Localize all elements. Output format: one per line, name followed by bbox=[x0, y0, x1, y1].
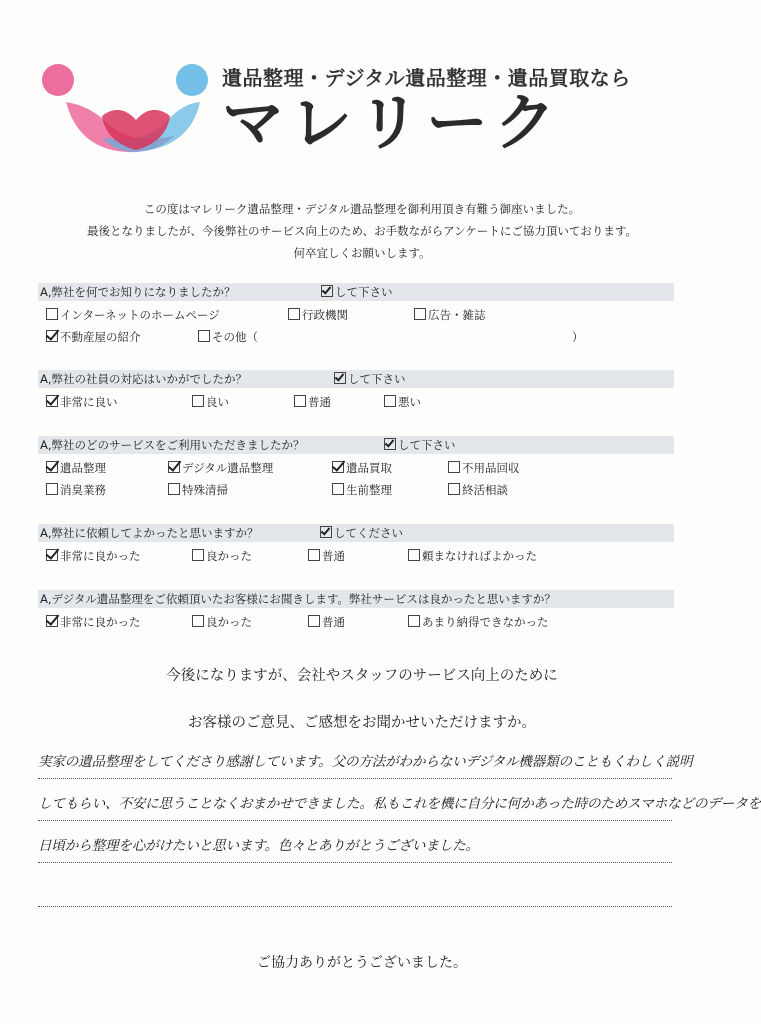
option-good[interactable]: 良かった bbox=[192, 611, 252, 633]
checkbox[interactable] bbox=[192, 615, 204, 627]
checkbox[interactable] bbox=[46, 308, 58, 320]
checkbox[interactable] bbox=[192, 549, 204, 561]
logo-blue-dot bbox=[176, 64, 208, 96]
checkbox-checked[interactable] bbox=[168, 461, 180, 473]
checkbox[interactable] bbox=[308, 549, 320, 561]
question-how-found bbox=[38, 283, 674, 348]
intro-text bbox=[0, 198, 724, 264]
option-real-estate[interactable]: 不動産屋の紹介 bbox=[46, 326, 141, 348]
question-services-used bbox=[38, 436, 674, 501]
option-good[interactable]: 良い bbox=[192, 391, 229, 413]
question-hint: して下さい bbox=[334, 370, 406, 388]
checkbox[interactable] bbox=[414, 308, 426, 320]
option-estate-cleanup[interactable]: 遺品整理 bbox=[46, 457, 106, 479]
option-other[interactable]: その他（ bbox=[198, 326, 258, 348]
checkbox[interactable] bbox=[448, 461, 460, 473]
question-hint: して下さい bbox=[321, 283, 393, 301]
checkbox[interactable] bbox=[448, 483, 460, 495]
option-not-satisfied[interactable]: あまり納得できなかった bbox=[408, 611, 549, 633]
intro-line-1: この度はマレリーク遺品整理・デジタル遺品整理を御利用頂き有難う御座いました。 bbox=[143, 202, 581, 216]
checkbox[interactable] bbox=[168, 483, 180, 495]
tagline: 遺品整理・デジタル遺品整理・遺品買取なら bbox=[222, 66, 631, 90]
option-digital-estate-cleanup[interactable]: デジタル遺品整理 bbox=[168, 457, 273, 479]
option-row bbox=[38, 545, 674, 567]
checkbox-checked[interactable] bbox=[332, 461, 344, 473]
option-normal[interactable]: 普通 bbox=[294, 391, 331, 413]
check-icon bbox=[384, 438, 396, 450]
option-should-not-have[interactable]: 頼まなければよかった bbox=[408, 545, 537, 567]
option-row bbox=[38, 304, 674, 326]
option-very-good[interactable]: 非常に良かった bbox=[46, 611, 141, 633]
question-bar bbox=[38, 283, 674, 301]
thanks-message: ご協力ありがとうございました。 bbox=[257, 955, 467, 971]
option-advertisement[interactable]: 広告・雑誌 bbox=[414, 304, 486, 326]
option-very-good[interactable]: 非常に良かった bbox=[46, 545, 141, 567]
checkbox[interactable] bbox=[308, 615, 320, 627]
option-very-good[interactable]: 非常に良い bbox=[46, 391, 118, 413]
question-label: A,弊社に依頼してよかったと思いますか？ bbox=[40, 526, 259, 540]
checkbox-checked[interactable] bbox=[46, 549, 58, 561]
comment-line-3[interactable]: 日頃から整理を心がけたいと思います。色々とありがとうございました。 bbox=[38, 830, 672, 863]
checkbox[interactable] bbox=[384, 395, 396, 407]
question-bar bbox=[38, 370, 674, 388]
question-staff-response bbox=[38, 370, 674, 413]
comment-line-4[interactable] bbox=[38, 874, 672, 907]
checkbox[interactable] bbox=[408, 615, 420, 627]
option-estate-purchase[interactable]: 遺品買取 bbox=[332, 457, 392, 479]
check-icon bbox=[321, 285, 333, 297]
intro-line-2: 最後となりましたが、今後弊社のサービス向上のため、お手数ながらアンケートにご協力頂いております。 bbox=[87, 224, 637, 238]
option-bad[interactable]: 悪い bbox=[384, 391, 421, 413]
intro-line-3: 何卒宜しくお願いします。 bbox=[293, 246, 431, 260]
question-hint: してください bbox=[320, 524, 403, 542]
option-normal[interactable]: 普通 bbox=[308, 545, 345, 567]
checkbox[interactable] bbox=[408, 549, 420, 561]
checkbox-checked[interactable] bbox=[46, 330, 58, 342]
option-end-of-life-consult[interactable]: 終活相談 bbox=[448, 479, 508, 501]
comment-line-1[interactable]: 実家の遺品整理をしてくださり感謝しています。父の方法がわからないデジタル機器類のこともくわしく説明 bbox=[38, 746, 672, 779]
checkbox-checked[interactable] bbox=[46, 461, 58, 473]
option-government[interactable]: 行政機関 bbox=[288, 304, 348, 326]
option-internet[interactable]: インターネットのホームページ bbox=[46, 304, 220, 326]
checkbox[interactable] bbox=[332, 483, 344, 495]
option-normal[interactable]: 普通 bbox=[308, 611, 345, 633]
check-icon bbox=[334, 372, 346, 384]
checkbox[interactable] bbox=[294, 395, 306, 407]
question-label: A,デジタル遺品整理をご依頼頂いたお客様にお聞きします。弊社サービスは良かったと思いますか？ bbox=[40, 592, 556, 606]
brand-name: マレリーク bbox=[222, 86, 563, 159]
question-hint: して下さい bbox=[384, 436, 456, 454]
question-digital-satisfaction bbox=[38, 590, 674, 633]
option-row bbox=[38, 457, 674, 479]
checkbox[interactable] bbox=[192, 395, 204, 407]
question-bar bbox=[38, 524, 674, 542]
question-satisfaction bbox=[38, 524, 674, 567]
question-bar bbox=[38, 590, 674, 608]
option-junk-removal[interactable]: 不用品回収 bbox=[448, 457, 520, 479]
comment-line-2[interactable]: してもらい、不安に思うことなくおまかせできました。私もこれを機に自分に何かあった時のためスマホなどのデータを bbox=[38, 788, 672, 821]
option-pre-death-organizing[interactable]: 生前整理 bbox=[332, 479, 392, 501]
option-deodorizing[interactable]: 消臭業務 bbox=[46, 479, 106, 501]
check-icon bbox=[320, 526, 332, 538]
logo-pink-dot bbox=[42, 64, 74, 96]
option-good[interactable]: 良かった bbox=[192, 545, 252, 567]
checkbox[interactable] bbox=[288, 308, 300, 320]
question-label: A,弊社を何でお知りになりましたか？ bbox=[40, 285, 236, 299]
option-row bbox=[38, 326, 674, 348]
company-logo bbox=[40, 58, 218, 158]
checkbox[interactable] bbox=[198, 330, 210, 342]
question-label: A,弊社のどのサービスをご利用いただきましたか？ bbox=[40, 438, 305, 452]
option-row bbox=[38, 479, 674, 501]
checkbox-checked[interactable] bbox=[46, 395, 58, 407]
closing-question-line-1: 今後になりますが、会社やスタッフのサービス向上のために bbox=[166, 668, 558, 684]
option-other-close: ） bbox=[572, 330, 584, 344]
option-row bbox=[38, 391, 674, 413]
question-label: A,弊社の社員の対応はいかがでしたか？ bbox=[40, 372, 248, 386]
closing-question-line-2: お客様のご意見、ご感想をお聞かせいただけますか。 bbox=[188, 715, 536, 731]
checkbox-checked[interactable] bbox=[46, 615, 58, 627]
option-row bbox=[38, 611, 674, 633]
checkbox[interactable] bbox=[46, 483, 58, 495]
question-bar bbox=[38, 436, 674, 454]
option-special-cleaning[interactable]: 特殊清掃 bbox=[168, 479, 228, 501]
